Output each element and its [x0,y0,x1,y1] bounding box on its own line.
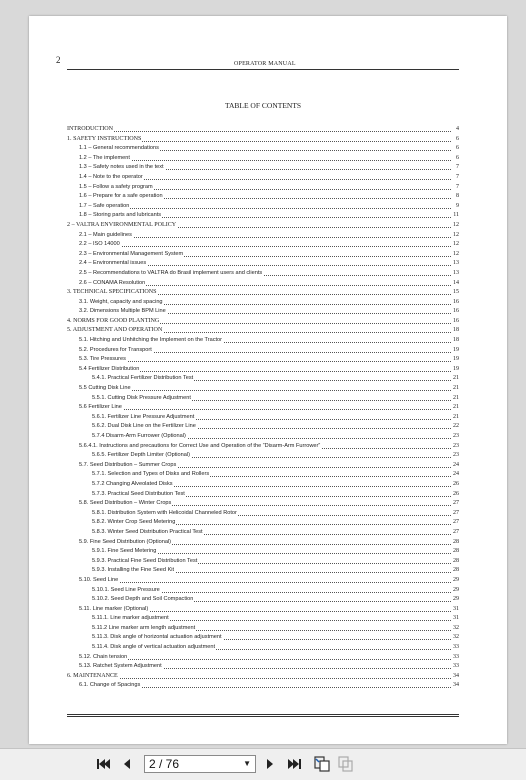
toc-entry-page: 33 [452,662,459,672]
toc-entry[interactable] [67,154,459,164]
copy-button[interactable] [338,756,354,772]
first-page-button[interactable] [95,756,111,772]
toc-entry[interactable] [67,374,459,384]
toc-entry[interactable] [67,211,459,221]
toc-entry-page: 15 [452,288,459,298]
toc-entry-title: 1.5 – Follow a safety program [79,183,154,193]
toc-entry-title: INTRODUCTION [67,125,114,135]
toc-entry[interactable] [67,490,459,500]
running-header: OPERATOR MANUAL [234,61,296,67]
toc-entry-page: 34 [452,672,459,682]
toc-entry-title: 5.11.3. Disk angle of horizontal actuation adjustment [92,633,223,643]
toc-entry[interactable] [67,413,459,423]
toc-leader-dots [67,131,451,132]
toc-entry-page: 16 [452,307,459,317]
toc-entry-title: 1.4 – Note to the operator [79,173,144,183]
toc-entry-page: 24 [452,470,459,480]
next-page-icon [265,758,275,770]
toc-entry-page: 6 [455,144,459,154]
toc-entry-title: 5.9.3. Installing the Fine Seed Kit [92,566,175,576]
footer-rule [67,714,459,715]
toc-entry[interactable] [67,633,459,643]
toc-leader-dots [79,246,451,247]
toc-entry-page: 26 [452,490,459,500]
toc-entry-title: 5.11.2 Line marker arm length adjustment [92,624,196,634]
toc-entry[interactable] [67,346,459,356]
toc-entry-page: 19 [452,346,459,356]
toc-entry[interactable] [67,442,459,452]
toc-entry-page: 28 [452,538,459,548]
toc-leader-dots [79,160,451,161]
toc-leader-dots [79,582,451,583]
toc-entry[interactable] [67,422,459,432]
toc-entry-title: 4. NORMS FOR GOOD PLANTING [67,317,160,327]
toc-entry[interactable] [67,653,459,663]
toc-entry[interactable] [67,518,459,528]
page-number: 2 [56,55,61,65]
toc-entry-title: 5.3. Tire Pressures [79,355,127,365]
toc-entry[interactable] [67,547,459,557]
prev-page-icon [122,758,132,770]
toc-entry[interactable] [67,557,459,567]
toc-entry-title: 5.10.2. Seed Depth and Soil Compaction [92,595,194,605]
toc-entry[interactable] [67,336,459,346]
toc-entry-title: 5. ADJUSTMENT AND OPERATION [67,326,163,336]
toc-entry[interactable] [67,135,459,145]
toc-entry-title: 1.2 – The implement [79,154,131,164]
toc-entry-title: 3.1. Weight, capacity and spacing [79,298,164,308]
toc-entry[interactable] [67,125,459,135]
toc-leader-dots [67,678,451,679]
toc-entry[interactable] [67,403,459,413]
toc-entry[interactable] [67,307,459,317]
toc-entry-title: 5.5 Cutting Disk Line [79,384,132,394]
last-page-button[interactable] [287,756,303,772]
page-view-icon [314,756,330,772]
toc-entry-page: 12 [452,250,459,260]
toc-entry-title: 5.13. Ratchet System Adjustment [79,662,163,672]
toc-entry-page: 21 [452,394,459,404]
toc-entry-title: 5.9.1. Fine Seed Metering [92,547,157,557]
toc-entry-page: 19 [452,365,459,375]
toc-entry-page: 28 [452,547,459,557]
toc-entry[interactable] [67,355,459,365]
toc-entry-title: 1.6 – Prepare for a safe operation [79,192,164,202]
toc-entry-title: 5.10.1. Seed Line Pressure [92,586,161,596]
toc-entry-page: 21 [452,374,459,384]
toc-entry-page: 29 [452,586,459,596]
toc-leader-dots [79,659,451,660]
chevron-down-icon: ▼ [243,759,251,768]
toc-entry[interactable] [67,576,459,586]
toc-entry-page: 21 [452,403,459,413]
toc-entry[interactable] [67,259,459,269]
toc-entry-title: 5.8.1. Distribution System with Helicoidal Channeled Rotor [92,509,238,519]
toc-entry-title: 5.7. Seed Distribution – Summer Crops [79,461,177,471]
toc-leader-dots [79,390,451,391]
toc-entry-page: 6 [455,154,459,164]
toc-entry[interactable] [67,183,459,193]
toc-entry-page: 31 [452,605,459,615]
pdf-toolbar [0,748,526,780]
toc-entry-title: 5.7.4 Disarm-Arm Furrower (Optional) [92,432,187,442]
toc-entry-title: 1.7 – Safe operation [79,202,130,212]
toc-entry-page: 33 [452,653,459,663]
toc-entry-title: 3. TECHNICAL SPECIFICATIONS [67,288,158,298]
toc-leader-dots [79,208,451,209]
toc-entry-page: 7 [455,163,459,173]
toc-entry-title: 5.2. Procedures for Transport [79,346,153,356]
toc-entry-title: 5.6.1. Fertilizer Line Pressure Adjustment [92,413,195,423]
toc-entry-page: 9 [455,202,459,212]
toc-entry-title: 1. SAFETY INSTRUCTIONS [67,135,142,145]
prev-page-button[interactable] [119,756,135,772]
toc-entry[interactable] [67,681,459,691]
page-indicator: 2 / 76 [149,757,180,771]
toc-entry-title: 2.3 – Environmental Management System [79,250,184,260]
toc-entry[interactable] [67,566,459,576]
toc-entry[interactable] [67,672,459,682]
toc-entry[interactable] [67,250,459,260]
toc-entry[interactable] [67,144,459,154]
pdf-page [29,16,507,744]
toc-entry-page: 6 [455,135,459,145]
toc-entry-title: 2.6 – CONAMA Resolution [79,279,146,289]
last-page-icon [288,758,302,770]
toc-entry[interactable] [67,221,459,231]
toc-entry-title: 6. MAINTENANCE [67,672,119,682]
toc-entry[interactable] [67,384,459,394]
toc-entry-title: 5.6 Fertilizer Line [79,403,123,413]
toc-entry-page: 11 [452,211,459,221]
toc-entry[interactable] [67,538,459,548]
toc-leader-dots [79,361,451,362]
toc-entry-title: 2.4 – Environmental issues [79,259,147,269]
toc-entry[interactable] [67,202,459,212]
toc-entry-page: 27 [452,528,459,538]
toc-entry-title: 5.5.1. Cutting Disk Pressure Adjustment [92,394,192,404]
header-rule [67,69,459,70]
toc-entry-page: 12 [452,240,459,250]
toc-entry-page: 32 [452,633,459,643]
first-page-icon [96,758,110,770]
toc-entry[interactable] [67,662,459,672]
toc-entry[interactable] [67,231,459,241]
toc-entry[interactable] [67,528,459,538]
toc-entry-title: 5.7.3. Practical Seed Distribution Test [92,490,186,500]
toc-title: TABLE OF CONTENTS [225,101,302,110]
toc-entry-page: 21 [452,384,459,394]
toc-entry-page: 19 [452,355,459,365]
toc-entry[interactable] [67,192,459,202]
toc-entry-page: 29 [452,576,459,586]
toc-entry-page: 23 [452,432,459,442]
toc-entry[interactable] [67,624,459,634]
toc-entry-page: 21 [452,413,459,423]
toc-entry-page: 23 [452,451,459,461]
toc-entry[interactable] [67,173,459,183]
toc-entry[interactable] [67,470,459,480]
toc-entry-page: 12 [452,221,459,231]
toc-entry-title: 2.2 – ISO 14000 [79,240,121,250]
toc-entry-title: 5.8. Seed Distribution – Winter Crops [79,499,172,509]
toc-entry[interactable] [67,586,459,596]
toc-entry-page: 13 [452,269,459,279]
toc-entry-page: 31 [452,614,459,624]
toc-entry-title: 5.6.2. Dual Disk Line on the Fertilizer Line [92,422,197,432]
toc-entry-page: 16 [452,317,459,327]
toc-entry[interactable] [67,288,459,298]
toc-entry-title: 5.11.4. Disk angle of vertical actuation adjustment [92,643,216,653]
toc-entry-title: 5.8.3. Winter Seed Distribution Practical Test [92,528,204,538]
toc-entry-page: 16 [452,298,459,308]
page-selector[interactable] [144,755,256,773]
toc-entry[interactable] [67,480,459,490]
toc-entry-page: 12 [452,231,459,241]
toc-entry-page: 27 [452,509,459,519]
toc-entry[interactable] [67,509,459,519]
footer-rule-double [67,716,459,717]
toc-entry[interactable] [67,461,459,471]
toc-entry-page: 18 [452,336,459,346]
toc-entry-title: 5.6.5. Fertilizer Depth Limiter (Optional) [92,451,191,461]
toc-entry[interactable] [67,317,459,327]
toc-entry-title: 5.4.1. Practical Fertilizer Distribution Test [92,374,194,384]
toc-entry-page: 27 [452,499,459,509]
copy-icon [338,756,354,772]
toc-entry-page: 14 [452,279,459,289]
toc-entry-title: 1.3 – Safety notes used in the text [79,163,165,173]
toc-entry-title: 5.8.2. Winter Crop Seed Metering [92,518,176,528]
toc-entry-page: 18 [452,326,459,336]
toc-entry[interactable] [67,240,459,250]
toc-entry[interactable] [67,279,459,289]
toc-entry-page: 7 [455,183,459,193]
toc-entry[interactable] [67,595,459,605]
toc-entry-title: 5.9.3. Practical Fine Seed Distribution Test [92,557,198,567]
toc-entry-title: 1.1 – General recommendations [79,144,160,154]
toc-entry[interactable] [67,326,459,336]
toc-entry-page: 8 [455,192,459,202]
toc-entry-page: 28 [452,557,459,567]
toc-entry[interactable] [67,394,459,404]
toc-entry-page: 34 [452,681,459,691]
toc-entry-title: 5.7.2 Changing Alveolated Disks [92,480,174,490]
toc-entry-title: 5.4 Fertilizer Distribution [79,365,140,375]
toc-entry[interactable] [67,432,459,442]
toc-entry-page: 27 [452,518,459,528]
toc-entry-page: 29 [452,595,459,605]
toc-entry-title: 5.9. Fine Seed Distribution (Optional) [79,538,172,548]
toc-entry[interactable] [67,614,459,624]
toc-entry[interactable] [67,499,459,509]
toc-entry-page: 33 [452,643,459,653]
toc-entry-title: 1.8 – Storing parts and lubricants [79,211,162,221]
toc-leader-dots [79,237,451,238]
toc-entry-page: 32 [452,624,459,634]
toc-entry-title: 5.1. Hitching and Unhitching the Implement on the Tractor [79,336,223,346]
toc-entry-page: 28 [452,566,459,576]
toc-entry[interactable] [67,451,459,461]
toc-entry[interactable] [67,643,459,653]
toc-entry-page: 22 [452,422,459,432]
toc-leader-dots [79,409,451,410]
toc-entry-title: 5.10. Seed Line [79,576,119,586]
next-page-button[interactable] [262,756,278,772]
toc-entry-title: 2 – VALTRA ENVIRONMENTAL POLICY [67,221,177,231]
toc-entry-title: 5.7.1. Selection and Types of Disks and Rollers [92,470,210,480]
toc-entry-title: 2.1 – Main guidelines [79,231,133,241]
toc-entry-title: 5.6.4.1. Instructions and precautions for Correct Use and Operation of the “Disarm-Arm Furrower” [79,442,321,452]
toc-entry-title: 6.1. Change of Spacings [79,681,141,691]
toc-entry-page: 26 [452,480,459,490]
toc-entry-page: 24 [452,461,459,471]
page-view-button[interactable] [314,756,330,772]
toc-entry[interactable] [67,298,459,308]
table-of-contents [67,125,459,691]
toc-entry-title: 5.11.1. Line marker adjustment [92,614,170,624]
toc-entry-page: 7 [455,173,459,183]
toc-entry-title: 5.11. Line marker (Optional) [79,605,149,615]
toc-entry-page: 23 [452,442,459,452]
toc-entry-title: 5.12. Chain tension [79,653,128,663]
toc-entry[interactable] [67,163,459,173]
toc-entry-page: 13 [452,259,459,269]
toc-entry[interactable] [67,605,459,615]
toc-entry-title: 3.2. Dimensions Multiple BPM Line [79,307,167,317]
toc-entry[interactable] [67,269,459,279]
toc-entry[interactable] [67,365,459,375]
toc-entry-page: 4 [455,125,459,135]
toc-entry-title: 2.5 – Recommendations to VALTRA do Brasil implement users and clients [79,269,263,279]
